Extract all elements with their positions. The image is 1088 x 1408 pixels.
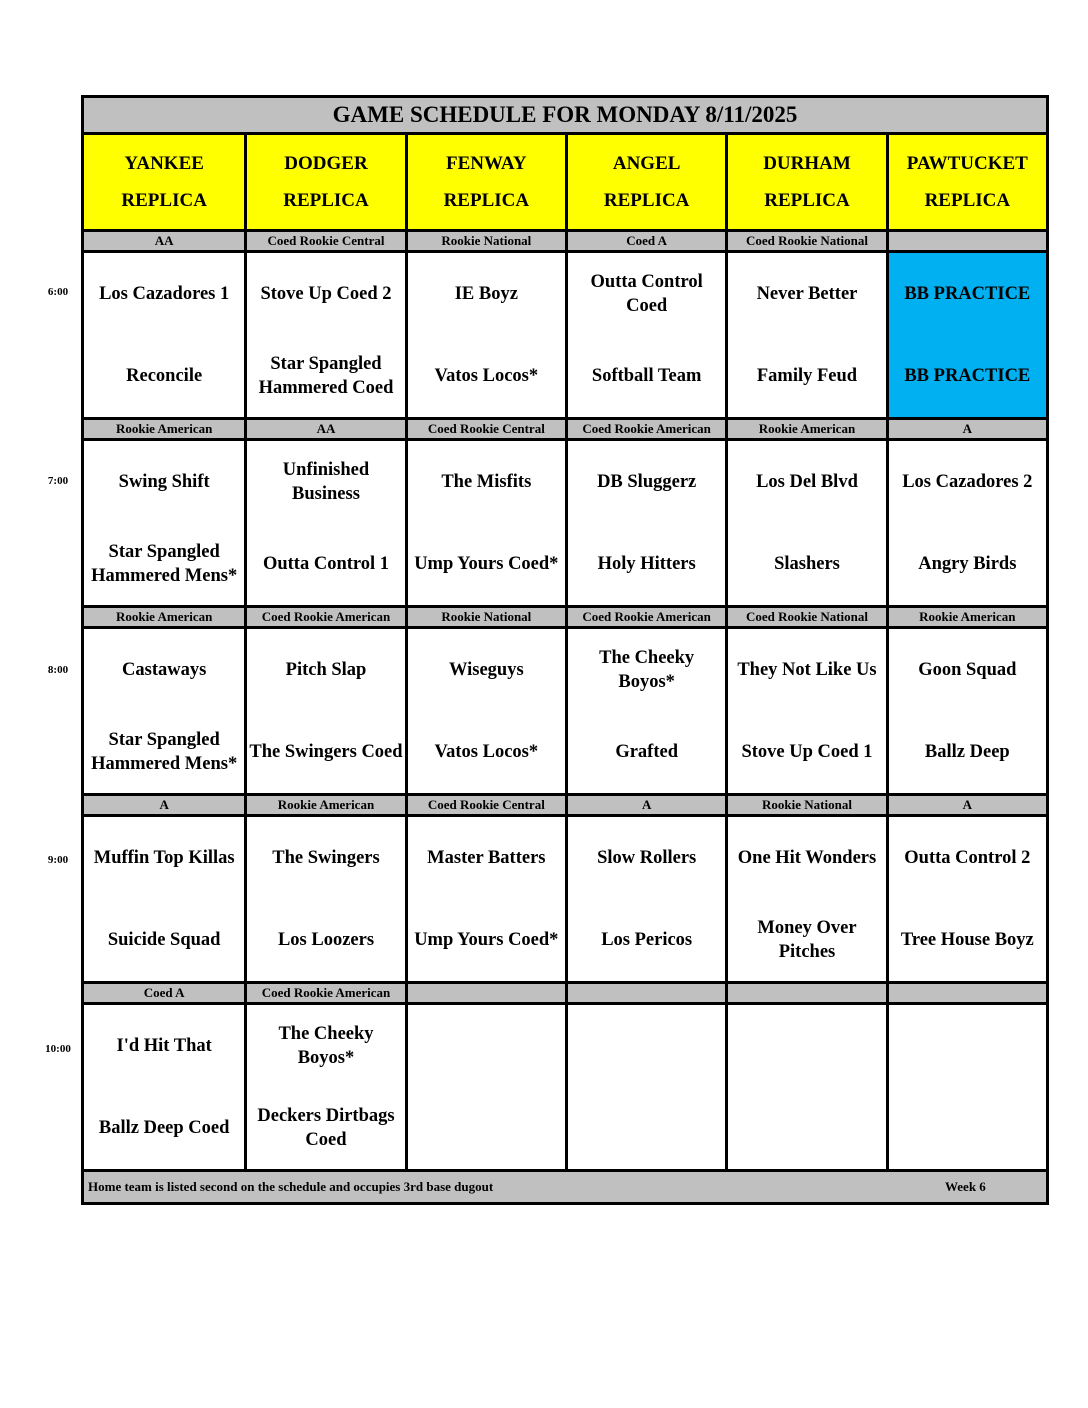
home-team: Star Spangled Hammered Mens*	[91, 730, 238, 774]
away-team: The Cheeky Boyos*	[599, 648, 695, 692]
game-row	[84, 253, 1046, 420]
division-label	[886, 984, 1046, 1002]
away-team: Los Cazadores 1	[99, 284, 230, 304]
division-label: Coed Rookie American	[244, 608, 404, 626]
division-row	[84, 420, 1046, 441]
game-cell	[565, 817, 725, 981]
game-cell	[405, 817, 565, 981]
away-team: One Hit Wonders	[737, 848, 877, 868]
away-team: Pitch Slap	[285, 660, 367, 680]
away-team: Muffin Top Killas	[93, 848, 235, 868]
game-cell	[405, 629, 565, 793]
away-team: Outta Control Coed	[590, 272, 703, 316]
division-label: AA	[244, 420, 404, 438]
game-cell	[886, 441, 1046, 605]
division-label: Rookie American	[84, 420, 244, 438]
home-team: Vatos Locos*	[434, 742, 539, 762]
division-label	[886, 232, 1046, 250]
division-label: Rookie American	[725, 420, 885, 438]
game-cell	[565, 629, 725, 793]
home-team: Los Loozers	[277, 930, 375, 950]
home-team: Outta Control 1	[262, 554, 390, 574]
game-cell	[565, 253, 725, 417]
division-label: Rookie National	[405, 608, 565, 626]
time-label: 7:00	[47, 475, 69, 488]
division-label: A	[886, 420, 1046, 438]
game-cell	[565, 1005, 725, 1169]
away-team	[728, 1005, 885, 1087]
field-subtitle: REPLICA	[283, 190, 369, 211]
game-cell	[725, 253, 885, 417]
home-team: Ballz Deep	[924, 742, 1010, 762]
away-team: Castaways	[122, 660, 207, 680]
game-cell	[84, 629, 244, 793]
field-name: FENWAY	[446, 153, 527, 174]
division-label: Coed Rookie National	[725, 608, 885, 626]
home-team	[728, 1087, 885, 1169]
home-team: Slashers	[774, 554, 840, 574]
division-label: Rookie American	[84, 608, 244, 626]
away-team: Slow Rollers	[597, 848, 697, 868]
division-label: Coed Rookie National	[725, 232, 885, 250]
field-subtitle: REPLICA	[924, 190, 1011, 211]
division-label: Rookie American	[886, 608, 1046, 626]
away-team: The Swingers	[272, 848, 380, 868]
division-label: Coed Rookie American	[565, 608, 725, 626]
game-cell	[244, 441, 404, 605]
game-cell	[84, 253, 244, 417]
home-team: Suicide Squad	[107, 930, 221, 950]
away-team: Master Batters	[427, 848, 546, 868]
away-team: Goon Squad	[918, 660, 1017, 680]
game-row	[84, 1005, 1046, 1172]
time-label: 10:00	[45, 1042, 71, 1055]
home-team: Holy Hitters	[597, 554, 696, 574]
game-cell	[244, 1005, 404, 1169]
home-team	[889, 1087, 1046, 1169]
away-team: The Cheeky Boyos*	[278, 1024, 374, 1068]
field-subtitle: REPLICA	[443, 190, 530, 211]
away-team: Swing Shift	[118, 472, 210, 492]
home-team-note: Home team is listed second on the schedule and occupies 3rd base dugout	[88, 1179, 494, 1194]
game-cell	[244, 253, 404, 417]
field-name: YANKEE	[124, 153, 204, 174]
home-team: Tree House Boyz	[900, 930, 1034, 950]
division-row	[84, 796, 1046, 817]
home-team: Ballz Deep Coed	[98, 1118, 230, 1138]
field-name: DODGER	[284, 153, 368, 174]
game-cell	[886, 1005, 1046, 1169]
game-cell	[725, 629, 885, 793]
game-cell	[405, 441, 565, 605]
division-label: Coed Rookie Central	[244, 232, 404, 250]
home-team: Ump Yours Coed*	[414, 554, 559, 574]
field-subtitle: REPLICA	[764, 190, 850, 211]
game-cell	[886, 253, 1046, 417]
field-name: PAWTUCKET	[906, 153, 1028, 174]
game-cell	[84, 817, 244, 981]
home-team: Money Over Pitches	[757, 918, 857, 962]
field-subtitle: REPLICA	[121, 190, 207, 211]
division-label: A	[84, 796, 244, 814]
home-team: Deckers Dirtbags Coed	[257, 1106, 395, 1150]
home-team: Vatos Locos*	[434, 366, 539, 386]
game-row	[84, 441, 1046, 608]
schedule-footer	[84, 1172, 1046, 1202]
game-cell	[565, 441, 725, 605]
division-label: Coed Rookie Central	[405, 420, 565, 438]
away-team: Unfinished Business	[282, 460, 370, 504]
home-team: Grafted	[615, 742, 678, 762]
away-team: Los Cazadores 2	[902, 472, 1033, 492]
time-slots	[84, 232, 1046, 1172]
home-team: Ump Yours Coed*	[414, 930, 559, 950]
week-label: Week 6	[945, 1179, 986, 1194]
division-label: Rookie National	[725, 796, 885, 814]
time-label: 8:00	[47, 664, 69, 677]
away-team: They Not Like Us	[737, 660, 877, 680]
division-row	[84, 232, 1046, 253]
division-label	[725, 984, 885, 1002]
schedule-table	[81, 95, 1049, 1205]
home-team	[568, 1087, 725, 1169]
away-team: Stove Up Coed 2	[260, 284, 392, 304]
home-team	[408, 1087, 565, 1169]
division-row	[84, 608, 1046, 629]
away-team: I'd Hit That	[116, 1036, 212, 1056]
game-cell	[725, 441, 885, 605]
division-label: Rookie American	[244, 796, 404, 814]
field-name: ANGEL	[612, 153, 681, 174]
away-team: Wiseguys	[448, 660, 524, 680]
division-label: A	[565, 796, 725, 814]
game-cell	[725, 817, 885, 981]
away-team: BB PRACTICE	[904, 284, 1031, 304]
field-header-row	[84, 135, 1046, 232]
field-subtitle: REPLICA	[603, 190, 690, 211]
game-cell	[405, 253, 565, 417]
home-team: Los Pericos	[601, 930, 693, 950]
home-team: Star Spangled Hammered Coed	[258, 354, 394, 398]
time-label: 9:00	[47, 853, 69, 866]
away-team: Never Better	[756, 284, 858, 304]
game-cell	[84, 1005, 244, 1169]
field-header-angel	[565, 135, 725, 229]
division-row	[84, 984, 1046, 1005]
game-cell	[725, 1005, 885, 1169]
field-name: DURHAM	[763, 153, 851, 174]
away-team	[889, 1005, 1046, 1087]
away-team	[408, 1005, 565, 1087]
home-team: The Swingers Coed	[249, 742, 403, 762]
home-team: Family Feud	[756, 366, 858, 386]
home-team: BB PRACTICE	[904, 366, 1031, 386]
division-label	[565, 984, 725, 1002]
division-label: Rookie National	[405, 232, 565, 250]
division-label: A	[886, 796, 1046, 814]
time-label: 6:00	[47, 286, 69, 298]
away-team: The Misfits	[441, 472, 532, 492]
game-cell	[244, 817, 404, 981]
away-team: IE Boyz	[454, 284, 518, 304]
field-header-fenway	[405, 135, 565, 229]
game-row	[84, 629, 1046, 796]
away-team: DB Sluggerz	[597, 472, 697, 492]
home-team: Star Spangled Hammered Mens*	[91, 542, 238, 586]
game-cell	[84, 441, 244, 605]
home-team: Stove Up Coed 1	[741, 742, 873, 762]
away-team: Los Del Blvd	[756, 472, 858, 492]
schedule-title: GAME SCHEDULE FOR MONDAY 8/11/2025	[84, 98, 1046, 135]
division-label: Coed Rookie Central	[405, 796, 565, 814]
division-label: Coed Rookie American	[244, 984, 404, 1002]
division-label: Coed A	[84, 984, 244, 1002]
home-team: Softball Team	[591, 366, 702, 386]
division-label: AA	[84, 232, 244, 250]
game-cell	[886, 629, 1046, 793]
game-cell	[886, 817, 1046, 981]
home-team: Angry Birds	[918, 554, 1017, 574]
field-header-yankee	[84, 135, 244, 229]
game-cell	[405, 1005, 565, 1169]
away-team	[568, 1005, 725, 1087]
division-label	[405, 984, 565, 1002]
field-header-durham	[725, 135, 885, 229]
game-row	[84, 817, 1046, 984]
division-label: Coed Rookie American	[565, 420, 725, 438]
division-label: Coed A	[565, 232, 725, 250]
field-header-pawtucket	[886, 135, 1046, 229]
game-cell	[244, 629, 404, 793]
field-header-dodger	[244, 135, 404, 229]
away-team: Outta Control 2	[904, 848, 1031, 868]
home-team: Reconcile	[126, 366, 203, 386]
